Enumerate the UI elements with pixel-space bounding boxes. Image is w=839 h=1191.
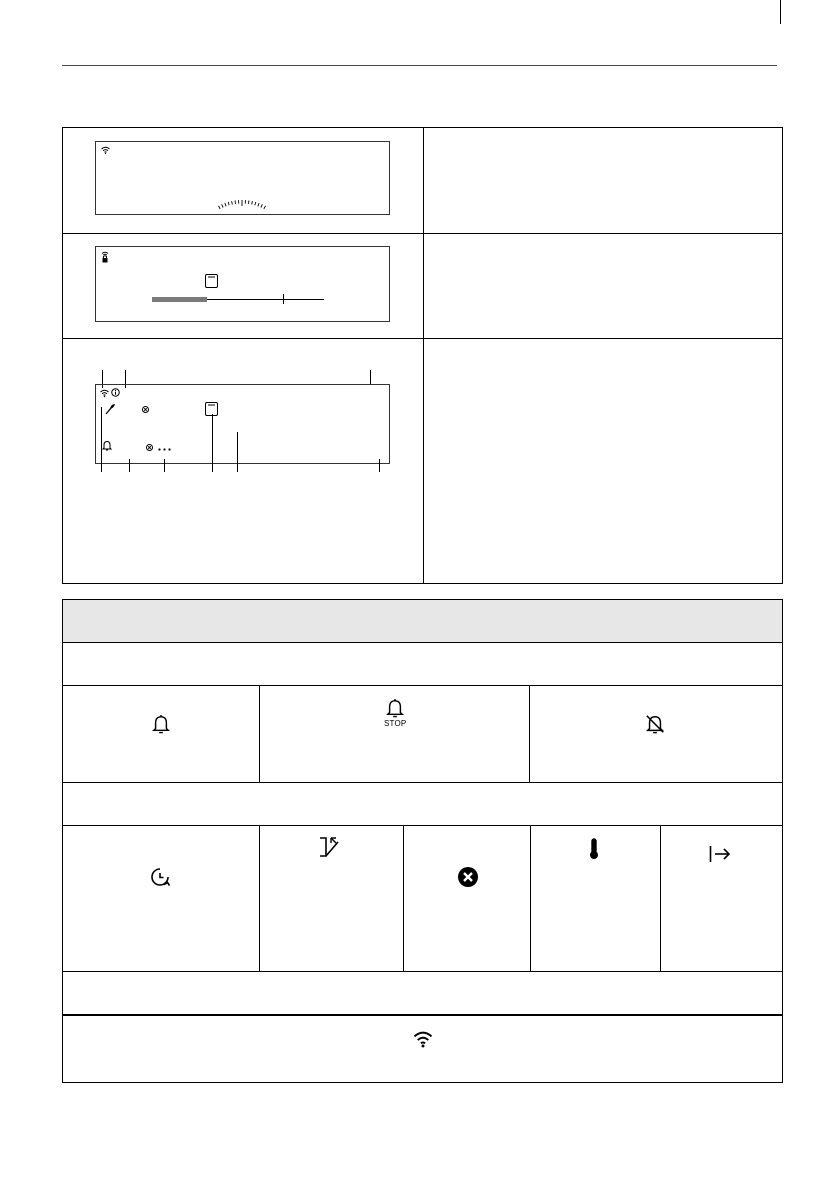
icon-row-1 xyxy=(63,686,782,783)
progress-marker xyxy=(283,294,284,304)
table-header xyxy=(63,600,782,643)
wifi-lock-icon xyxy=(101,251,109,263)
indicator-table xyxy=(62,599,783,1083)
arc-tick xyxy=(219,206,221,209)
icon-cell xyxy=(530,686,782,782)
arc-tick xyxy=(225,203,226,206)
info-icon xyxy=(111,388,120,397)
cancel-small-icon xyxy=(142,406,149,413)
callout-line xyxy=(237,432,238,472)
oven-function-icon xyxy=(205,274,218,288)
callout-line xyxy=(370,370,371,384)
arc-tick xyxy=(255,202,256,205)
icon-cell xyxy=(260,686,530,782)
cancel-small-icon xyxy=(146,444,153,451)
bell-stop-label: STOP xyxy=(384,719,407,728)
figure-row-2 xyxy=(63,234,782,339)
icon-cell xyxy=(531,826,661,971)
header-rule xyxy=(62,65,777,66)
arc-tick xyxy=(228,202,229,205)
icon-cell xyxy=(661,826,782,971)
figure-row-3 xyxy=(63,339,782,583)
clock-cycle-icon xyxy=(149,866,171,888)
display-figures-table xyxy=(62,127,783,584)
icon-row-2 xyxy=(63,826,782,972)
wifi-row xyxy=(63,1016,782,1082)
progress-bar xyxy=(152,297,324,303)
callout-line xyxy=(101,407,102,472)
bell-small-icon xyxy=(102,440,112,451)
callout-line xyxy=(129,459,130,472)
bell-muted-icon xyxy=(645,714,665,734)
more-dots-icon xyxy=(158,448,171,451)
wifi-icon xyxy=(100,389,109,397)
bell-icon xyxy=(152,714,170,734)
figure-row-1 xyxy=(63,128,782,234)
arc-tick xyxy=(252,201,253,204)
display-screen-3 xyxy=(95,384,390,464)
arrow-right-bar-icon xyxy=(709,846,731,862)
arc-tick xyxy=(264,206,266,209)
arc-tick xyxy=(261,204,262,207)
wifi-icon xyxy=(413,1030,433,1047)
display-screen-2 xyxy=(95,246,390,322)
door-open-icon xyxy=(318,836,342,858)
section-row-3 xyxy=(63,972,782,1016)
probe-icon xyxy=(104,403,116,415)
callout-line xyxy=(212,414,213,472)
progress-fill xyxy=(152,297,207,302)
wifi-icon xyxy=(101,146,110,154)
crop-mark xyxy=(780,0,781,24)
figure-2-cell xyxy=(63,234,424,338)
icon-cell xyxy=(63,686,260,782)
cancel-icon xyxy=(458,867,478,887)
arc-tick xyxy=(222,204,223,207)
arc-tick xyxy=(258,203,259,206)
icon-cell xyxy=(260,826,404,971)
figure-1-description xyxy=(424,128,782,233)
icon-cell xyxy=(404,826,531,971)
icon-cell xyxy=(63,826,260,971)
thermometer-icon xyxy=(589,838,599,860)
figure-3-description xyxy=(424,339,782,583)
callout-line xyxy=(379,459,380,472)
temperature-arc-scale xyxy=(192,190,292,216)
display-screen-1 xyxy=(95,141,390,215)
figure-2-description xyxy=(424,234,782,338)
callout-line xyxy=(164,459,165,472)
section-row-1 xyxy=(63,643,782,686)
section-row-2 xyxy=(63,783,782,826)
figure-3-cell xyxy=(63,339,424,583)
bell-stop-icon xyxy=(386,698,404,718)
figure-1-cell xyxy=(63,128,424,233)
arc-tick xyxy=(232,201,233,204)
